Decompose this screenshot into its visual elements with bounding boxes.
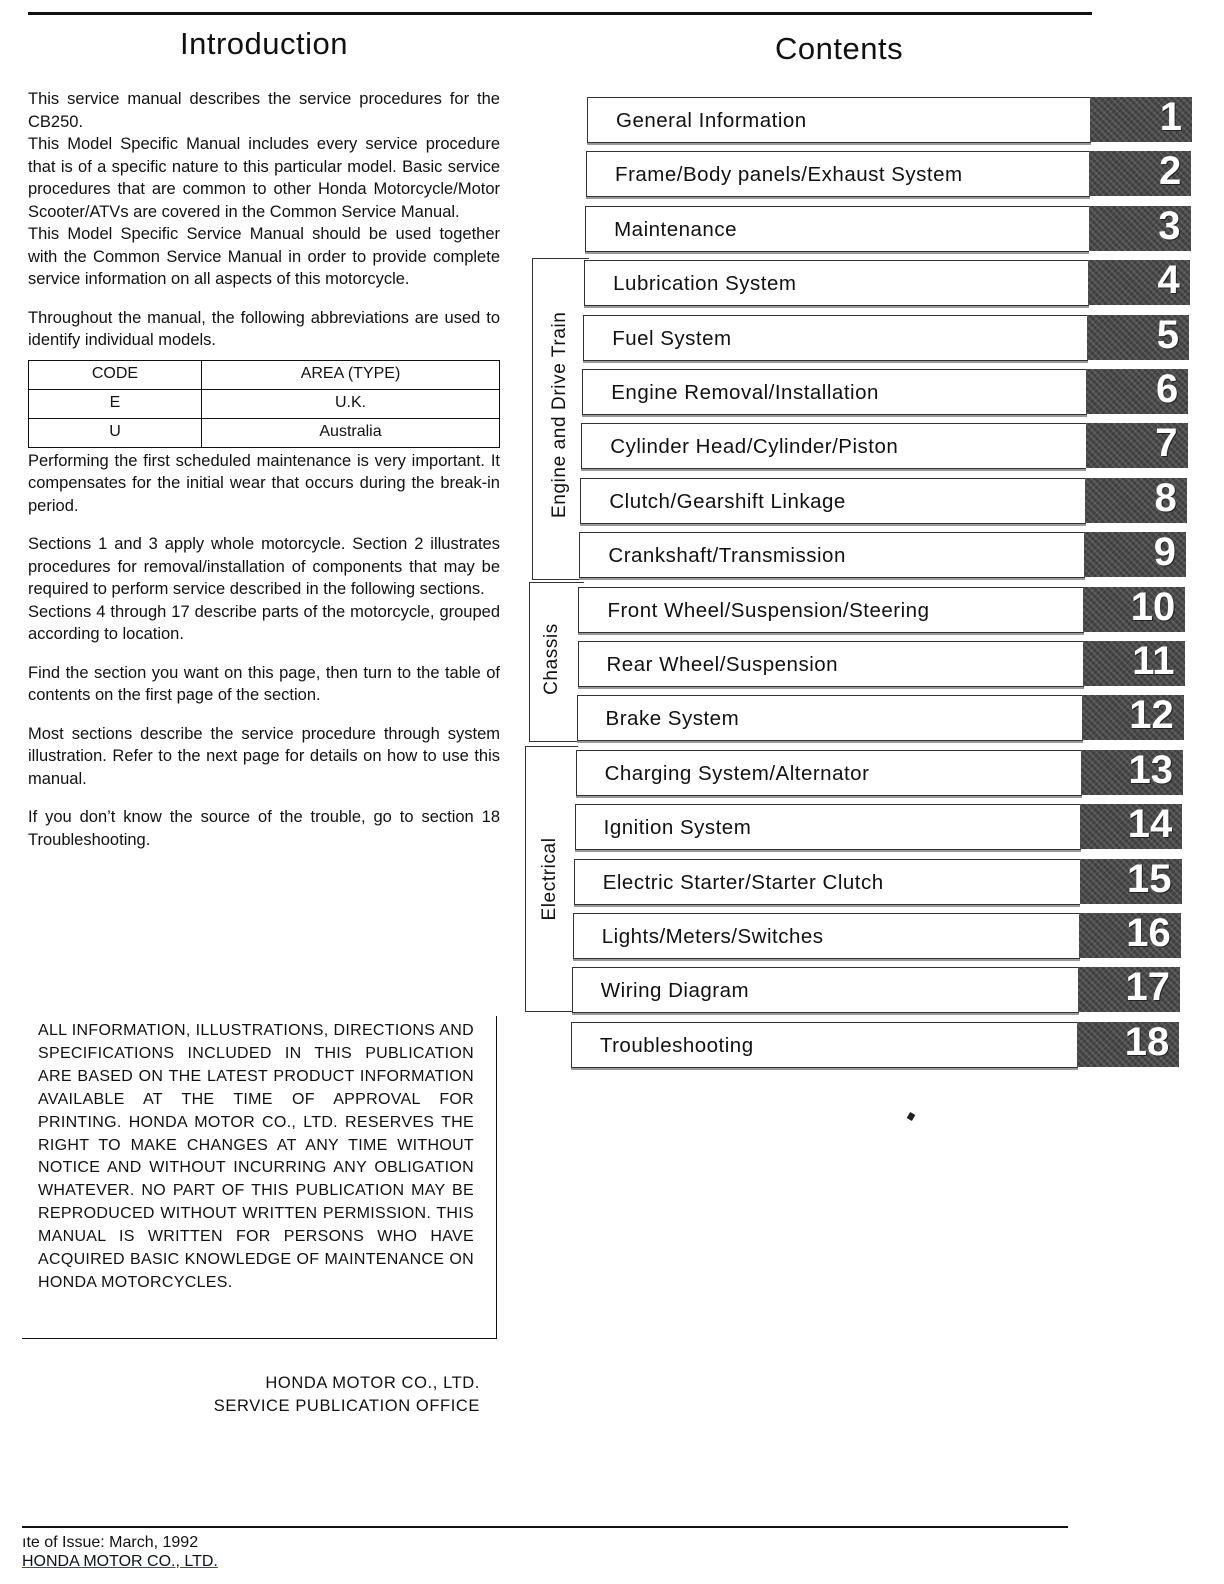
issue-date: ıte of Issue: March, 1992 [22,1534,199,1551]
section-number-tab [1084,532,1186,577]
section-label-box [587,97,1091,143]
section-title: Cylinder Head/Cylinder/Piston [610,435,899,459]
section-2-entry[interactable] [0,151,1224,199]
section-18-entry[interactable] [0,1019,1224,1070]
section-number-tab [1085,475,1187,523]
section-label-box [578,641,1084,687]
section-number-tab [1082,695,1184,740]
section-title: Front Wheel/Suspension/Steering [607,598,930,622]
intro-paragraph: Find the section you want on this page, then turn to the table of contents on the first page of the section. [28,663,500,704]
section-number: 6 [1156,367,1179,411]
table-header-area: AREA (TYPE) [202,360,500,389]
introduction-title: Introduction [180,26,348,61]
section-label-box [584,260,1089,306]
section-label-box [583,315,1088,361]
section-17-entry[interactable] [0,967,1224,1015]
section-1-entry[interactable] [0,97,1224,145]
section-number-tab [1083,584,1185,632]
section-title: Frame/Body panels/Exhaust System [615,163,963,187]
section-number: 11 [1132,639,1175,683]
section-title: General Information [616,109,807,132]
section-label-box [582,369,1087,415]
section-title: Ignition System [603,816,752,840]
section-title: Fuel System [612,326,732,350]
section-number-tab [1086,423,1188,468]
disclaimer-notice: ALL INFORMATION, ILLUSTRATIONS, DIRECTIONS AND SPECIFICATIONS INCLUDED IN THIS PUBLICATION ARE BASED ON THE LATEST PRODUCT INFORMATION AVAILABLE AT THE TIME OF APPROVAL FOR PRINTING. HONDA MOTOR CO., LTD. RESERVES THE RIGHT TO MAKE CHANGES AT ANY TIME WITHOUT NOTICE AND WITHOUT INCURRING ANY OBLIGATION WHATEVER. NO PART OF THIS PUBLICATION MAY BE REPRODUCED WITHOUT WRITTEN PERMISSION. THIS MANUAL IS WRITTEN FOR PERSONS WHO HAVE ACQUIRED BASIC KNOWLEDGE OF MAINTENANCE ON HONDA MOTORCYCLES. [22,1016,497,1339]
section-title: Wiring Diagram [600,979,750,1003]
section-number: 12 [1129,693,1174,738]
intro-paragraph: Sections 1 and 3 apply whole motorcycle. Section 2 illustrates procedures for removal/installation of components that may be required to perform service described in the following sections. [28,535,500,598]
section-title: Troubleshooting [599,1033,754,1057]
section-label-box [578,587,1084,633]
intro-paragraph: Performing the first scheduled maintenance is very important. It compensates for the initial wear that occurs during the break-in period. [28,451,500,515]
section-label-box [586,151,1090,197]
section-number: 15 [1127,856,1172,901]
table-cell-area: U.K. [202,389,500,418]
section-number: 1 [1159,95,1182,139]
section-title: Rear Wheel/Suspension [606,653,839,676]
section-number-tab [1090,97,1192,142]
intro-paragraph: This Model Specific Manual includes every service procedure that is of a specific nature to this particular model. Basic service procedures that are common to other Honda Motorcycle/Motor Scooter/ATVs are covered in the Common Service Manual. [28,135,500,221]
section-title: Engine Removal/Installation [611,381,879,404]
section-number-tab [1081,747,1183,795]
section-number-tab [1080,856,1182,904]
section-title: Clutch/Gearshift Linkage [609,489,846,513]
intro-paragraph: This service manual describes the service procedures for the CB250. [28,90,500,131]
section-number: 10 [1130,584,1176,629]
section-title: Maintenance [614,217,737,241]
section-15-entry[interactable] [0,856,1224,907]
section-10-entry[interactable] [0,584,1224,635]
section-title: Lubrication System [613,272,797,296]
section-number: 16 [1126,911,1171,955]
footer [22,1533,218,1571]
section-title: Charging System/Alternator [604,761,870,785]
top-rule [28,12,1092,15]
section-title: Lights/Meters/Switches [601,925,824,948]
section-number: 18 [1124,1019,1170,1064]
section-title: Crankshaft/Transmission [608,544,846,568]
section-number-tab [1089,203,1191,251]
group-label-chassis: Chassis [541,623,562,695]
section-number: 17 [1125,965,1170,1010]
section-title: Brake System [605,707,740,731]
section-label-box [575,804,1082,850]
section-3-entry[interactable] [0,203,1224,254]
intro-paragraph: If you don’t know the source of the trouble, go to section 18 Troubleshooting. [28,808,500,849]
publisher-office: SERVICE PUBLICATION OFFICE [213,1397,480,1415]
section-label-box [572,967,1079,1013]
footer-company: HONDA MOTOR CO., LTD. [22,1553,218,1570]
section-number-tab [1083,641,1185,686]
section-label-box [577,695,1083,741]
section-label-box [579,532,1085,578]
publisher-block [150,1372,480,1418]
section-number-tab [1078,967,1180,1012]
section-number: 2 [1159,149,1182,194]
section-5-entry[interactable] [0,312,1224,363]
group-label-electrical: Electrical [539,837,560,921]
section-number: 13 [1128,747,1173,792]
section-9-entry[interactable] [0,532,1224,580]
table-cell-code: U [29,418,202,447]
section-6-entry[interactable] [0,369,1224,417]
contents-title: Contents [775,31,904,66]
section-11-entry[interactable] [0,641,1224,689]
section-number-tab [1079,913,1181,958]
section-label-box [573,913,1080,959]
section-number-tab [1088,260,1190,305]
section-number-tab [1086,369,1188,414]
section-number-tab [1077,1019,1179,1067]
intro-paragraph: This Model Specific Service Manual should be used together with the Common Service Manual in order to provide complete service information on all aspects of this motorcycle. [28,225,500,288]
section-number: 8 [1154,475,1177,520]
section-14-entry[interactable] [0,804,1224,852]
speck-mark [907,1112,916,1121]
section-number-tab [1089,151,1191,196]
table-header-code: CODE [29,360,202,389]
section-number: 9 [1153,530,1176,575]
bottom-rule [22,1526,1068,1528]
section-8-entry[interactable] [0,475,1224,526]
section-number: 3 [1158,203,1181,248]
section-label-box [585,206,1089,252]
section-label-box [574,859,1081,905]
section-number: 4 [1157,258,1180,303]
section-number-tab [1087,312,1189,360]
section-number-tab [1080,804,1182,849]
section-label-box [571,1022,1078,1068]
table-cell-area: Australia [202,418,500,447]
section-number: 7 [1155,421,1178,466]
section-number: 5 [1156,312,1179,357]
intro-paragraph: Most sections describe the service procedure through system illustration. Refer to the next page for details on how to use this manual. [28,724,500,788]
publisher-name: HONDA MOTOR CO., LTD. [265,1374,480,1392]
section-label-box [580,478,1085,524]
section-4-entry[interactable] [0,260,1224,308]
section-number: 14 [1127,802,1173,847]
group-label-engine: Engine and Drive Train [549,311,570,518]
intro-paragraph: Throughout the manual, the following abbreviations are used to identify individual models. [28,308,500,349]
table-cell-code: E [29,389,202,418]
section-7-entry[interactable] [0,423,1224,471]
section-12-entry[interactable] [0,695,1224,743]
section-label-box [581,423,1086,469]
section-title: Electric Starter/Starter Clutch [602,870,884,894]
section-16-entry[interactable] [0,913,1224,961]
section-label-box [576,750,1082,796]
intro-paragraph: Sections 4 through 17 describe parts of the motorcycle, grouped according to location. [28,602,500,643]
section-13-entry[interactable] [0,747,1224,798]
